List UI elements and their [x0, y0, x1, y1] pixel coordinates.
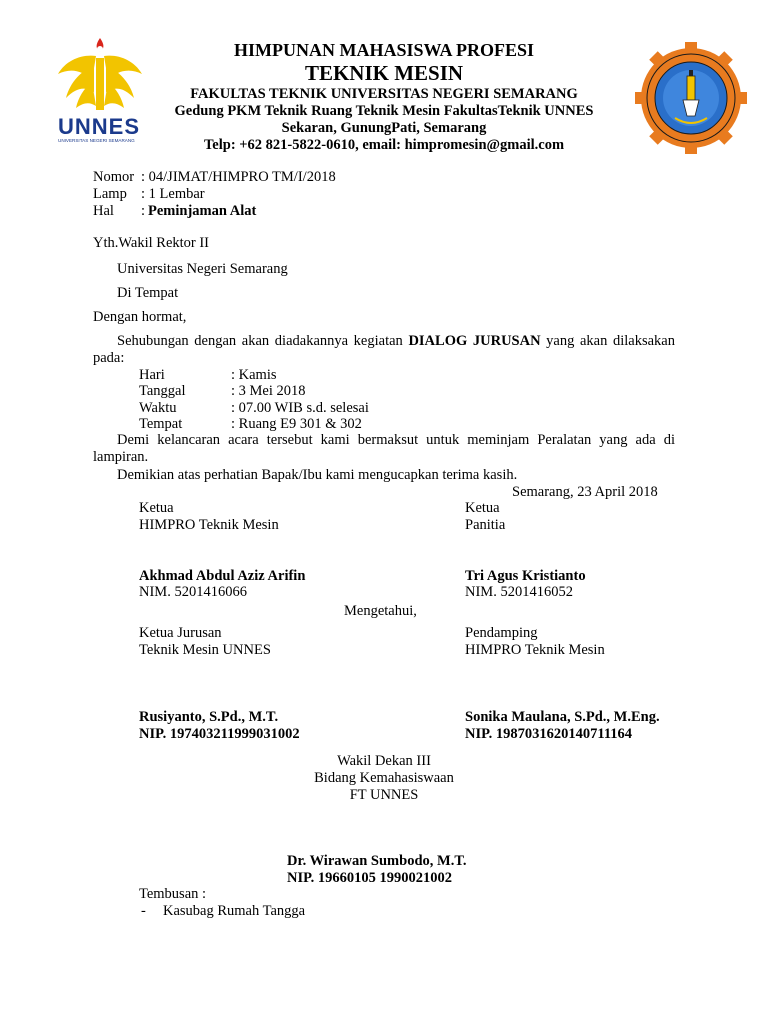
- tembusan-item: Kasubag Rumah Tangga: [163, 903, 306, 919]
- event-name: DIALOG JURUSAN: [408, 333, 541, 349]
- letterhead-building: Gedung PKM Teknik Ruang Teknik Mesin FakultasTeknik UNNES: [174, 103, 594, 120]
- tembusan-label: Tembusan :: [139, 886, 207, 902]
- detail-hari-value: : Kamis: [231, 367, 277, 383]
- sig-center-title2: Bidang Kemahasiswaan: [314, 770, 454, 786]
- sig-left1-name: Akhmad Abdul Aziz Arifin: [139, 568, 306, 584]
- detail-tanggal-label: Tanggal: [139, 383, 186, 399]
- paragraph-closing: Demikian atas perhatian Bapak/Ibu kami mengucapkan terima kasih.: [117, 467, 518, 483]
- sig-left1-id: NIM. 5201416066: [139, 584, 247, 600]
- sig-center-id: NIP. 19660105 1990021002: [287, 870, 453, 886]
- detail-tanggal-value: : 3 Mei 2018: [231, 383, 306, 399]
- lamp-label: Lamp: [93, 186, 127, 202]
- sig-center-title1: Wakil Dekan III: [337, 753, 431, 769]
- letter-date: Semarang, 23 April 2018: [512, 484, 658, 500]
- detail-waktu-value: : 07.00 WIB s.d. selesai: [231, 400, 369, 416]
- sig-right2-title1: Pendamping: [465, 625, 538, 641]
- letterhead-contact: Telp: +62 821-5822-0610, email: himpromesin@gmail.com: [203, 137, 565, 154]
- sig-right2-id: NIP. 1987031620140711164: [465, 726, 633, 742]
- letterhead-org: HIMPUNAN MAHASISWA PROFESI: [233, 40, 535, 60]
- hal-label: Hal: [93, 203, 114, 219]
- detail-hari-label: Hari: [139, 367, 165, 383]
- letterhead-dept: TEKNIK MESIN: [304, 61, 464, 86]
- lamp-value: : 1 Lembar: [141, 186, 205, 202]
- detail-waktu-label: Waktu: [139, 400, 177, 416]
- himpro-gear-emblem-icon: [635, 42, 747, 154]
- sig-center-name: Dr. Wirawan Sumbodo, M.T.: [287, 853, 467, 869]
- hal-colon: :: [141, 203, 146, 219]
- sig-left1-title2: HIMPRO Teknik Mesin: [139, 517, 279, 533]
- unnes-logo: [52, 36, 148, 148]
- sig-center-title3: FT UNNES: [349, 787, 419, 803]
- recipient-line2: Universitas Negeri Semarang: [117, 261, 288, 277]
- intro-text-after: yang akan dilaksakan pada:: [93, 333, 675, 366]
- mengetahui: Mengetahui,: [344, 603, 417, 619]
- sig-right1-id: NIM. 5201416052: [465, 584, 573, 600]
- unnes-logo-text: UNNES: [58, 114, 141, 139]
- detail-tempat-label: Tempat: [139, 416, 183, 432]
- sig-right2-name: Sonika Maulana, S.Pd., M.Eng.: [465, 709, 660, 725]
- recipient-line1: Yth.Wakil Rektor II: [93, 235, 210, 251]
- detail-tempat-value: : Ruang E9 301 & 302: [231, 416, 362, 432]
- hal-value: Peminjaman Alat: [148, 203, 257, 219]
- letterhead-address: Sekaran, GunungPati, Semarang: [281, 120, 487, 137]
- unnes-logo-subtext: UNIVERSITAS NEGERI SEMARANG: [58, 138, 135, 143]
- himpro-logo: [635, 42, 747, 154]
- sig-left2-id: NIP. 197403211999031002: [139, 726, 300, 742]
- intro-text-before: Sehubungan dengan akan diadakannya kegiatan: [117, 333, 403, 349]
- sig-right1-name: Tri Agus Kristianto: [465, 568, 586, 584]
- paragraph-kelancaran: Demi kelancaran acara tersebut kami bermaksut untuk meminjam Peralatan yang ada di lampiran.: [93, 432, 675, 465]
- recipient-line3: Di Tempat: [117, 285, 179, 301]
- sig-left2-title1: Ketua Jurusan: [139, 625, 222, 641]
- sig-left2-name: Rusiyanto, S.Pd., M.T.: [139, 709, 279, 725]
- letterhead-faculty: FAKULTAS TEKNIK UNIVERSITAS NEGERI SEMARANG: [190, 86, 578, 102]
- sig-left2-title2: Teknik Mesin UNNES: [139, 642, 271, 658]
- sig-right2-title2: HIMPRO Teknik Mesin: [465, 642, 605, 658]
- sig-left1-title1: Ketua: [139, 500, 174, 516]
- intro-paragraph: [93, 333, 675, 366]
- nomor-value: : 04/JIMAT/HIMPRO TM/I/2018: [141, 169, 336, 185]
- sig-right1-title2: Panitia: [465, 517, 506, 533]
- sig-right1-title1: Ketua: [465, 500, 500, 516]
- greeting: Dengan hormat,: [93, 309, 187, 325]
- nomor-label: Nomor: [93, 169, 135, 185]
- tembusan-bullet: -: [141, 903, 146, 919]
- letterhead: [140, 40, 628, 154]
